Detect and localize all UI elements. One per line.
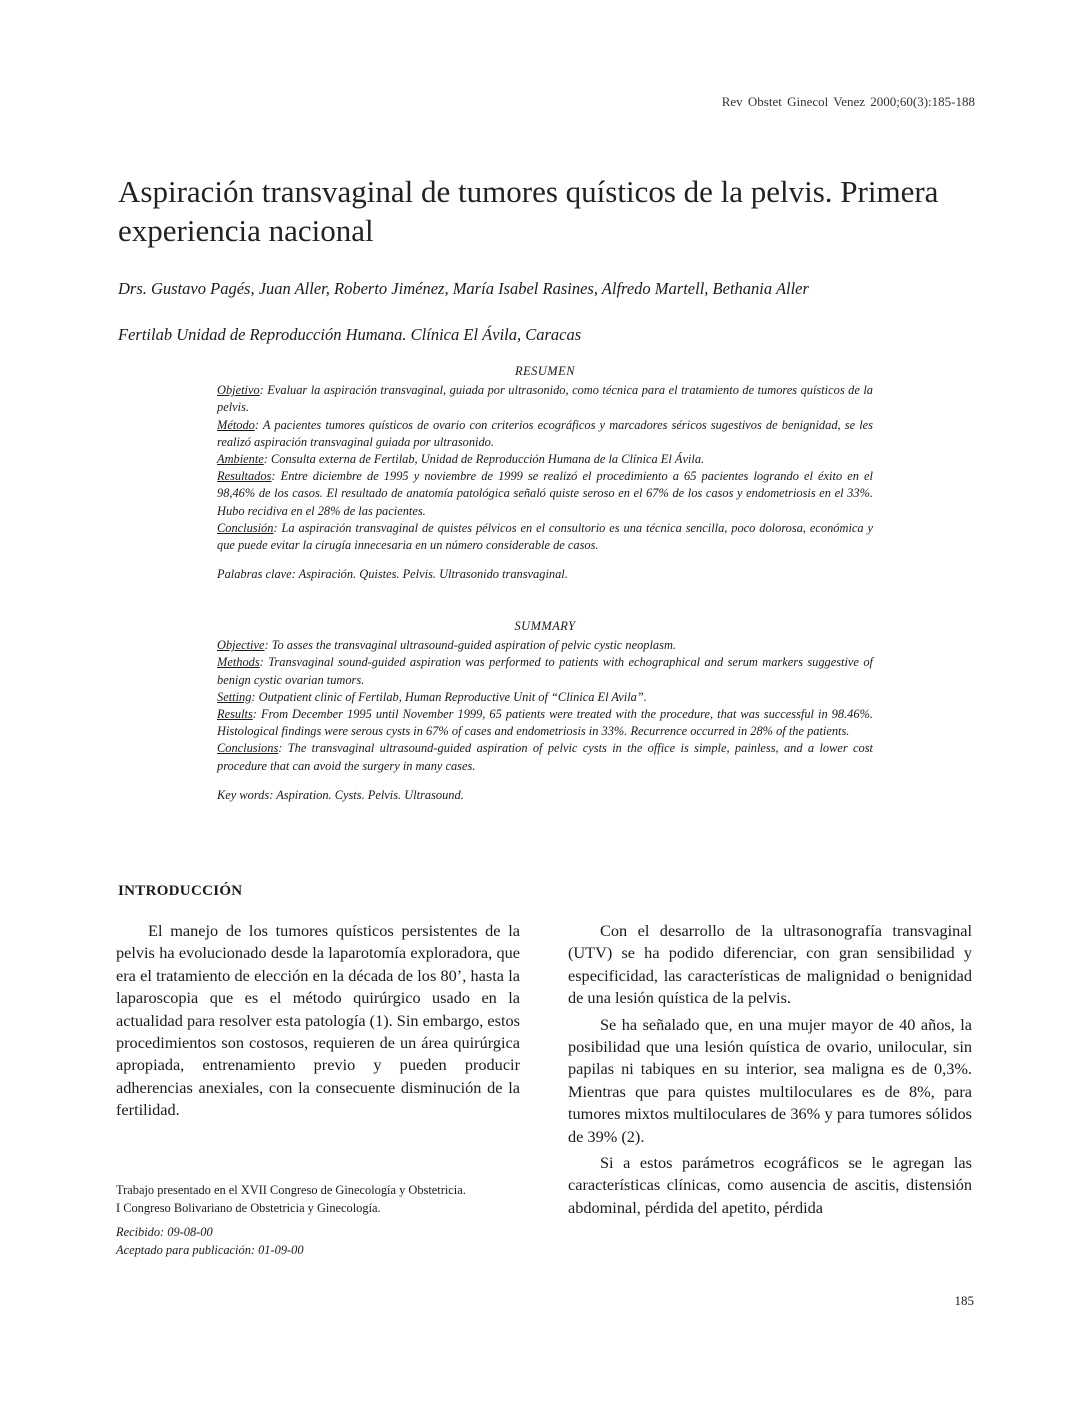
resumen-text: : Entre diciembre de 1995 y noviembre de 1999 se realizó el procedimiento a 65 pacientes logrando el éxito en el 98,46% de los casos. El resultado de anatomía patológica señaló quiste seroso en el 67% de los casos y endometriosis en el 33%. Hubo recidiva en el 28% de las pacientes. [217,469,873,518]
dates-footnote [116,1223,536,1259]
received-date: Recibido: 09-08-00 [116,1225,213,1239]
summary-text: : Transvaginal sound-guided aspiration was performed to patients with echographical and serum markers suggestive of benign cystic ovarian tumors. [217,655,873,687]
paragraph: Con el desarrollo de la ultrasonografía transvaginal (UTV) se ha podido diferenciar, con gran sensibilidad y especificidad, las características de malignidad o benignidad de una lesión quística de la pelvis. [568,921,972,1008]
paragraph: El manejo de los tumores quísticos persistentes de la pelvis ha evolucionado desde la laparotomía exploradora, que era el tratamiento de elección en la década de los 80’, hasta la laparoscopia que es el método quirúrgico usado en la actualidad para resolver esta patología (1). Sin embargo, estos procedimientos son costosos, requieren de un área quirúrgica apropiada, entrenamiento previo y pueden producir adherencias anexiales, con la consecuente disminución de la fertilidad. [116,921,520,1120]
resumen-label: Conclusión [217,520,274,535]
resumen-keywords: Palabras clave: Aspiración. Quistes. Pelvis. Ultrasonido transvaginal. [217,567,568,582]
summary-label: Conclusions [217,741,279,756]
resumen-text: : Consulta externa de Fertilab, Unidad de Reproducción Humana de la Clínica El Ávila. [263,452,705,467]
summary-label: Methods [217,655,260,670]
page-number: 185 [954,1293,974,1308]
accepted-date: Aceptado para publicación: 01-09-00 [116,1243,304,1257]
resumen-block [217,363,873,583]
summary-text: : From December 1995 until November 1999, 65 patients were treated with the procedure, that was successful in 98.46%. Histological findings were serous cysts in 67% of cases and endometriosis in 33%. Recurrence occurred in 28% of the patients. [217,707,873,739]
resumen-label: Objetivo [217,383,260,398]
summary-methods [217,654,873,688]
summary-text: : Outpatient clinic of Fertilab, Human Reproductive Unit of “Clinica El Avila”. [251,689,647,704]
resumen-objetivo [217,382,873,416]
summary-label: Results [217,707,253,722]
summary-objective [217,637,873,654]
summary-heading: SUMMARY [514,619,576,633]
body-column-right [568,920,972,1219]
summary-results [217,706,873,740]
summary-label: Setting [217,689,252,704]
resumen-text: : La aspiración transvaginal de quistes pélvicos en el consultorio es una técnica sencilla, poco dolorosa, económica y que puede evitar la cirugía innecesaria en un número considerable de casos. [217,520,873,553]
footnote-line: I Congreso Bolivariano de Obstetricia y Ginecología. [116,1201,381,1215]
resumen-label: Ambiente [217,452,264,467]
affiliation: Fertilab Unidad de Reproducción Humana. Clínica El Ávila, Caracas [118,325,582,344]
intro-heading: INTRODUCCIÓN [118,883,243,899]
summary-label: Objective [217,638,265,653]
summary-text: : To asses the transvaginal ultrasound-guided aspiration of pelvic cystic neoplasm. [264,638,676,653]
summary-setting [217,689,873,706]
authors: Drs. Gustavo Pagés, Juan Aller, Roberto Jiménez, María Isabel Rasines, Alfredo Martell, Bethania Aller [118,279,809,298]
resumen-label: Resultados [217,469,272,484]
summary-block [217,618,873,804]
summary-keywords: Key words: Aspiration. Cysts. Pelvis. Ultrasound. [217,787,464,802]
resumen-resultados [217,468,873,520]
resumen-metodo [217,417,873,451]
presentation-footnote [116,1181,536,1217]
resumen-text: : Evaluar la aspiración transvaginal, guiada por ultrasonido, como técnica para el tratamiento de tumores quísticos de la pelvis. [217,383,873,415]
body-column-left [116,920,520,1122]
summary-conclusions [217,740,873,774]
resumen-label: Método [217,417,255,432]
resumen-ambiente [217,451,873,468]
footnote-line: Trabajo presentado en el XVII Congreso de Ginecología y Obstetricia. [116,1183,466,1197]
paragraph: Si a estos parámetros ecográficos se le agregan las características clínicas, como ausencia de ascitis, distensión abdominal, pérdida del apetito, pérdida [568,1153,972,1217]
paragraph: Se ha señalado que, en una mujer mayor de 40 años, la posibilidad que una lesión quística de ovario, unilocular, sin papilas ni tabiques en su interior, sea maligna es de 0,3%. Mientras que para quistes multiloculares es de 8%, para tumores mixtos multiloculares de 36% y para tumores sólidos de 39% (2). [568,1014,972,1146]
resumen-text: : A pacientes tumores quísticos de ovario con criterios ecográficos y marcadores séricos sugestivos de benignidad, se les realizó aspiración transvaginal guiada por ultrasonido. [217,417,873,449]
resumen-heading: RESUMEN [515,364,575,378]
summary-text: : The transvaginal ultrasound-guided aspiration of pelvic cysts in the office is simple, painless, and a lower cost procedure that can avoid the surgery in many cases. [217,741,873,773]
resumen-conclusion [217,520,873,554]
journal-reference: Rev Obstet Ginecol Venez 2000;60(3):185-188 [721,94,975,109]
article-title: Aspiración transvaginal de tumores quísticos de la pelvis. Primera experiencia nacional [118,174,939,248]
